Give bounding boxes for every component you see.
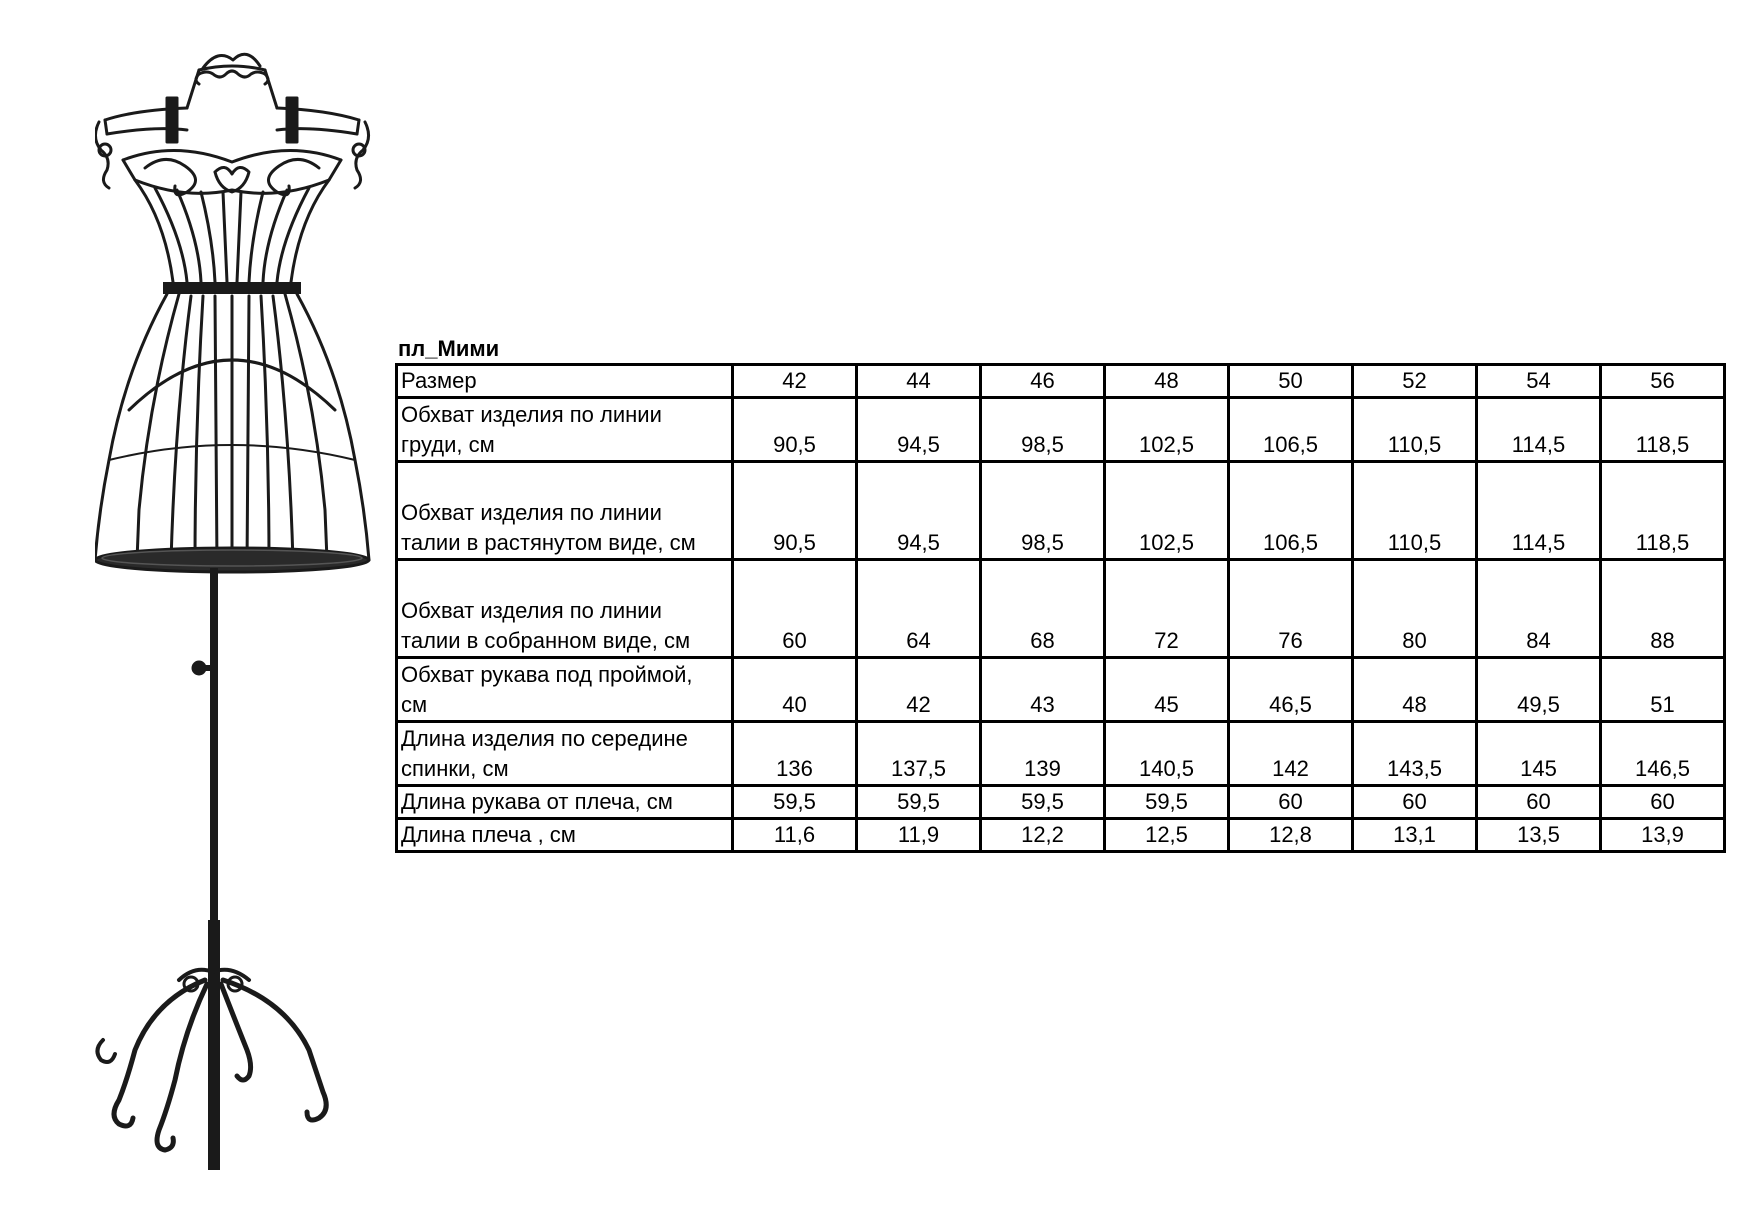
- table-cell: 40: [733, 658, 857, 722]
- mannequin-illustration: [95, 40, 385, 1205]
- size-header: 46: [981, 365, 1105, 398]
- row-label-line: талии в собранном виде, см: [401, 628, 691, 653]
- table-cell: 72: [1105, 560, 1229, 658]
- table-cell: 59,5: [1105, 786, 1229, 819]
- table-cell: 114,5: [1477, 398, 1601, 462]
- table-cell: 51: [1601, 658, 1725, 722]
- table-cell: 60: [1477, 786, 1601, 819]
- table-cell: 143,5: [1353, 722, 1477, 786]
- size-header: 56: [1601, 365, 1725, 398]
- row-label-line: см: [401, 692, 428, 717]
- table-cell: 60: [1229, 786, 1353, 819]
- row-label-line: груди, см: [401, 432, 495, 457]
- row-label: Длина плеча , см: [397, 819, 733, 852]
- row-label-line: Обхват изделия по линии: [401, 402, 662, 427]
- table-row: [397, 658, 1725, 722]
- table-cell: 13,1: [1353, 819, 1477, 852]
- table-cell: 13,5: [1477, 819, 1601, 852]
- size-header: 42: [733, 365, 857, 398]
- table-cell: 46,5: [1229, 658, 1353, 722]
- table-cell: 12,8: [1229, 819, 1353, 852]
- table-cell: 142: [1229, 722, 1353, 786]
- header-label: Размер: [397, 365, 733, 398]
- table-title: пл_Мими: [398, 336, 500, 361]
- table-cell: 12,2: [981, 819, 1105, 852]
- table-cell: 94,5: [857, 398, 981, 462]
- row-label-line: Обхват изделия по линии: [401, 500, 662, 525]
- table-cell: 145: [1477, 722, 1601, 786]
- table-cell: 60: [1601, 786, 1725, 819]
- table-cell: 49,5: [1477, 658, 1601, 722]
- table-cell: 106,5: [1229, 398, 1353, 462]
- row-label-line: Обхват изделия по линии: [401, 598, 662, 623]
- table-row: [397, 398, 1725, 462]
- row-label: Длина рукава от плеча, см: [397, 786, 733, 819]
- table-cell: 98,5: [981, 462, 1105, 560]
- table-cell: 45: [1105, 658, 1229, 722]
- table-row: [397, 819, 1725, 852]
- table-row: [397, 462, 1725, 560]
- size-header: 54: [1477, 365, 1601, 398]
- size-chart-table: [395, 363, 1726, 853]
- table-cell: 137,5: [857, 722, 981, 786]
- table-cell: 140,5: [1105, 722, 1229, 786]
- table-row: [397, 722, 1725, 786]
- table-cell: 84: [1477, 560, 1601, 658]
- row-label-line: Длина изделия по середине: [401, 726, 688, 751]
- header-row: [397, 365, 1725, 398]
- table-cell: 102,5: [1105, 462, 1229, 560]
- table-cell: 110,5: [1353, 398, 1477, 462]
- table-cell: 11,9: [857, 819, 981, 852]
- table-cell: 106,5: [1229, 462, 1353, 560]
- row-label: [397, 462, 733, 560]
- table-cell: 48: [1353, 658, 1477, 722]
- table-cell: 98,5: [981, 398, 1105, 462]
- table-cell: 59,5: [981, 786, 1105, 819]
- table-cell: 42: [857, 658, 981, 722]
- table-cell: 11,6: [733, 819, 857, 852]
- row-label: [397, 658, 733, 722]
- table-cell: 94,5: [857, 462, 981, 560]
- table-cell: 43: [981, 658, 1105, 722]
- table-cell: 13,9: [1601, 819, 1725, 852]
- row-label-line: спинки, см: [401, 756, 509, 781]
- size-header: 50: [1229, 365, 1353, 398]
- table-row: [397, 786, 1725, 819]
- size-header: 52: [1353, 365, 1477, 398]
- table-cell: 80: [1353, 560, 1477, 658]
- table-cell: 90,5: [733, 462, 857, 560]
- table-cell: 90,5: [733, 398, 857, 462]
- table-cell: 118,5: [1601, 462, 1725, 560]
- row-label-line: талии в растянутом виде, см: [401, 530, 696, 555]
- row-label-line: Обхват рукава под проймой,: [401, 662, 693, 687]
- row-label: [397, 398, 733, 462]
- table-cell: 76: [1229, 560, 1353, 658]
- table-cell: 139: [981, 722, 1105, 786]
- table-cell: 110,5: [1353, 462, 1477, 560]
- size-header: 44: [857, 365, 981, 398]
- table-cell: 59,5: [857, 786, 981, 819]
- table-cell: 118,5: [1601, 398, 1725, 462]
- table-cell: 12,5: [1105, 819, 1229, 852]
- size-header: 48: [1105, 365, 1229, 398]
- table-cell: 146,5: [1601, 722, 1725, 786]
- table-cell: 68: [981, 560, 1105, 658]
- row-label: [397, 722, 733, 786]
- table-cell: 114,5: [1477, 462, 1601, 560]
- row-label: [397, 560, 733, 658]
- table-cell: 59,5: [733, 786, 857, 819]
- table-cell: 60: [1353, 786, 1477, 819]
- table-row: [397, 560, 1725, 658]
- table-cell: 88: [1601, 560, 1725, 658]
- table-cell: 136: [733, 722, 857, 786]
- table-cell: 60: [733, 560, 857, 658]
- table-cell: 64: [857, 560, 981, 658]
- table-cell: 102,5: [1105, 398, 1229, 462]
